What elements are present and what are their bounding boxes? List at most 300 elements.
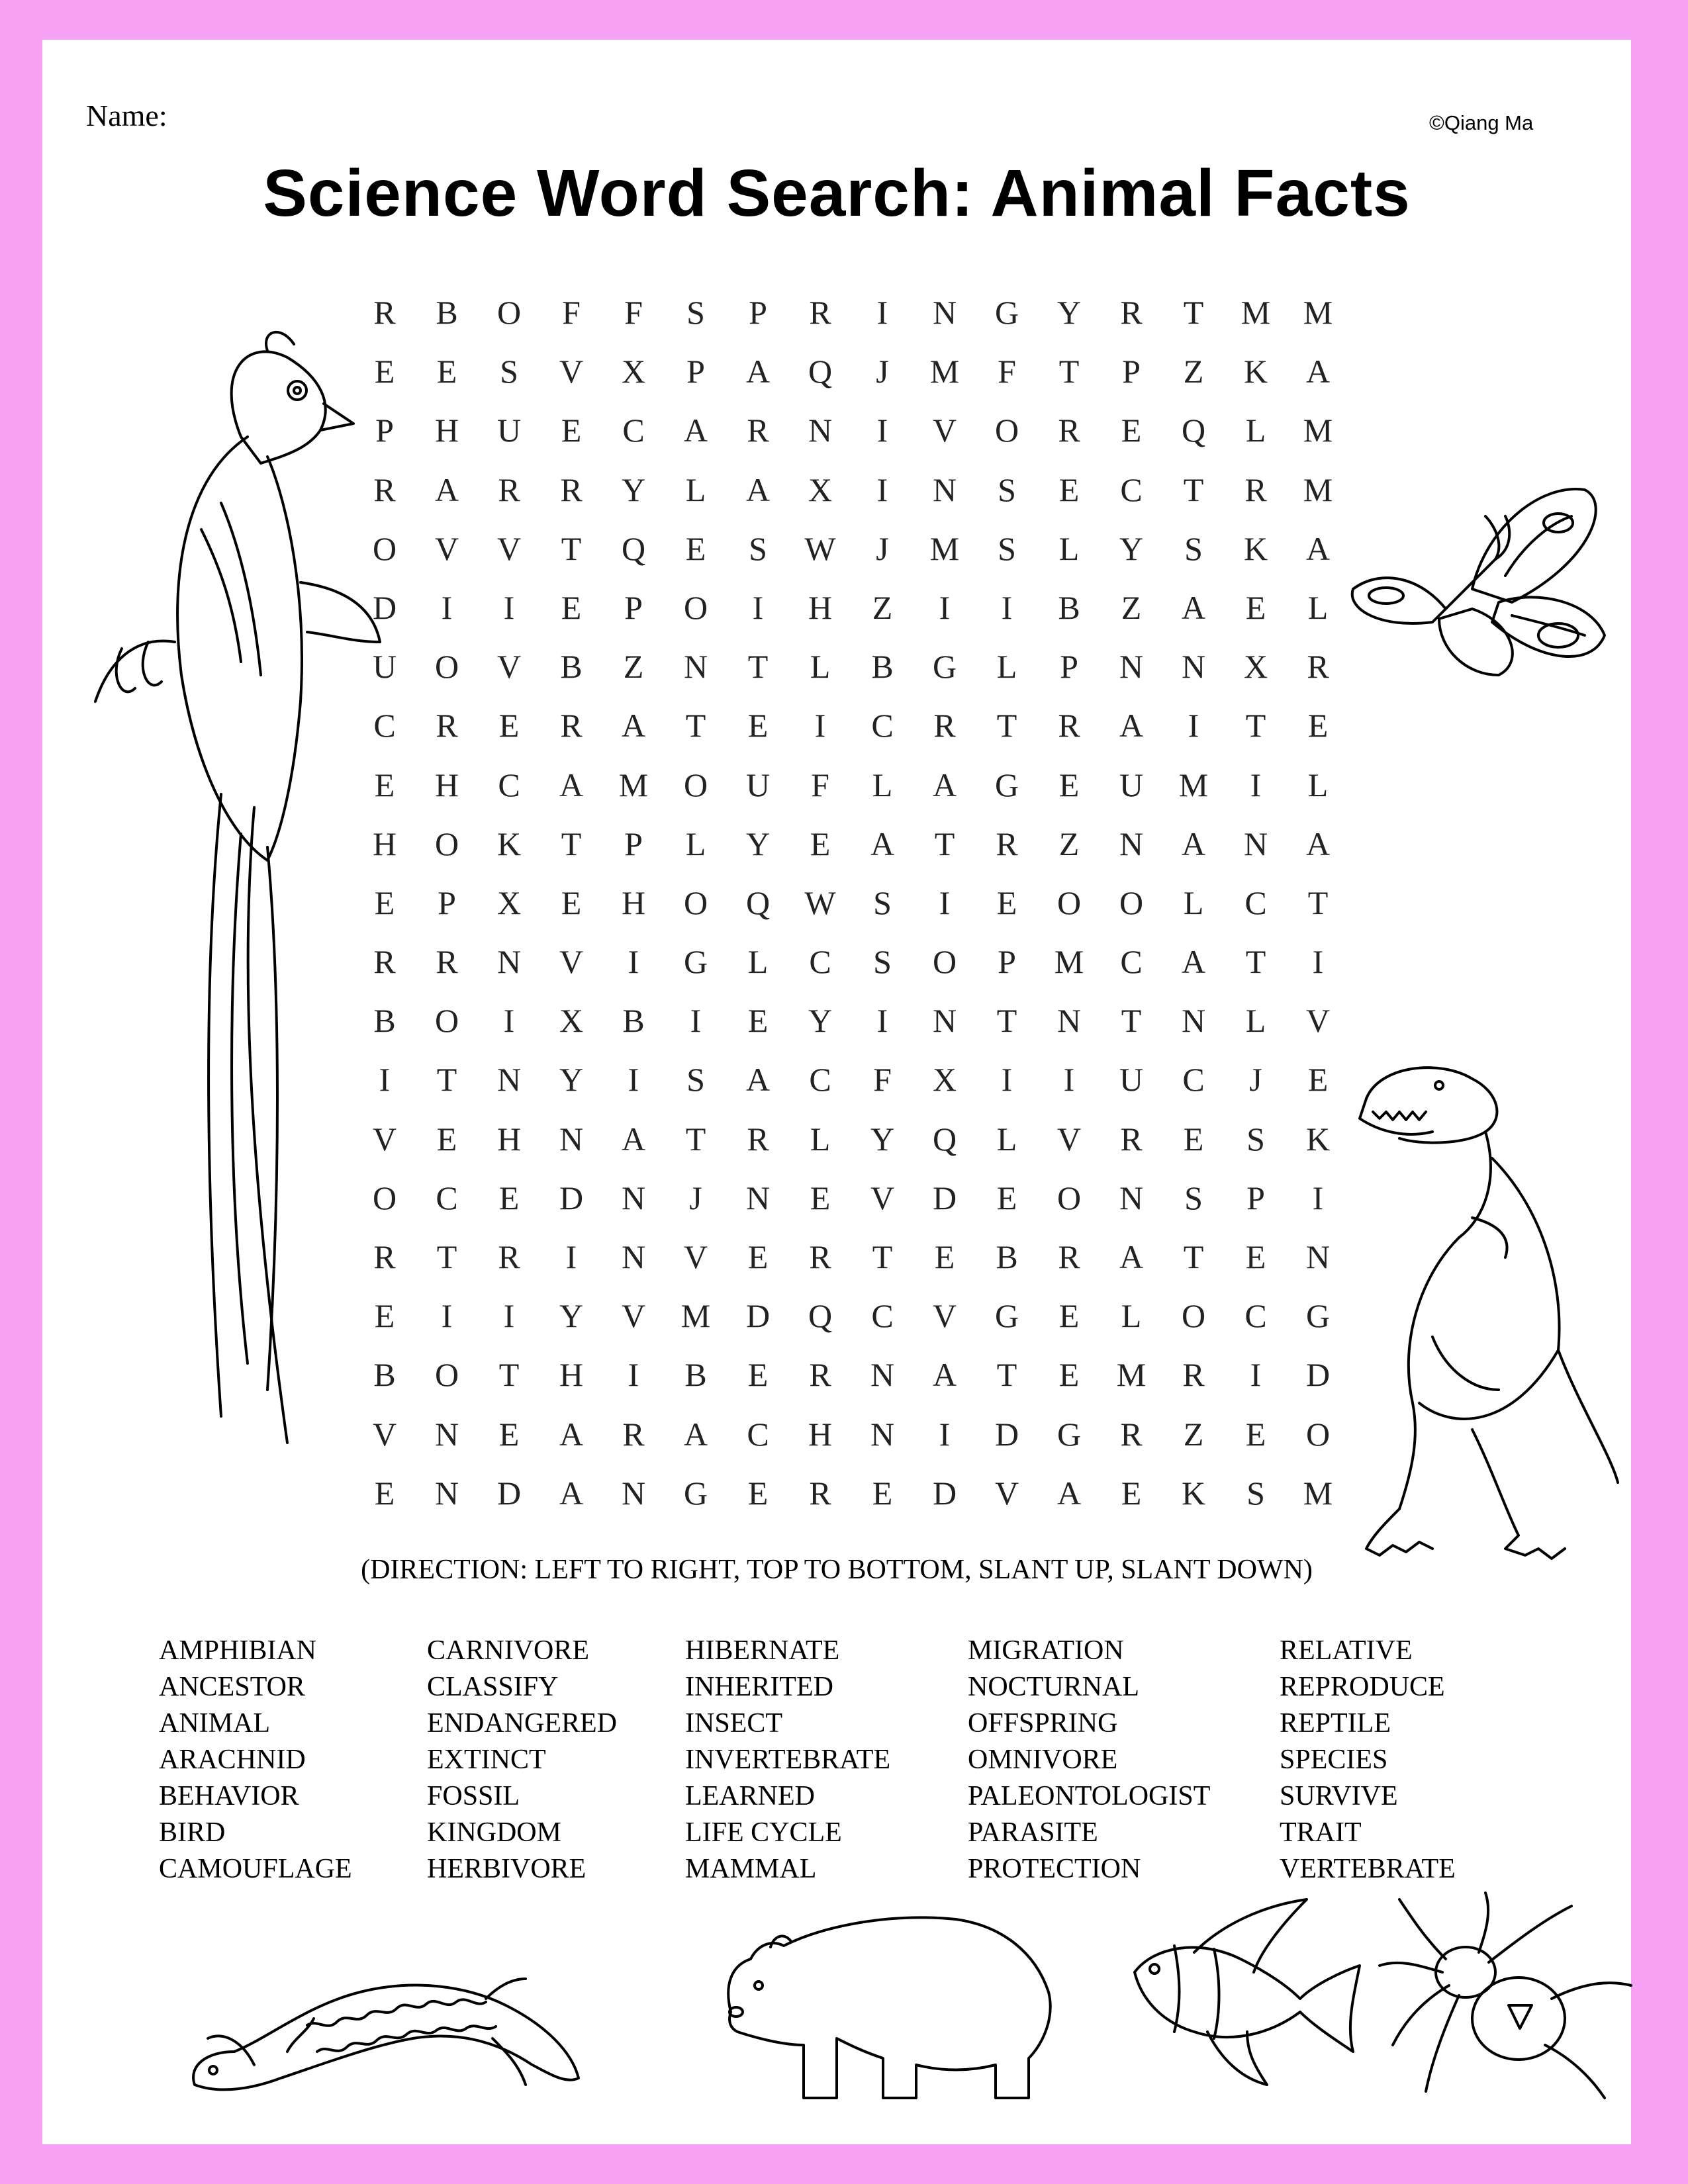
grid-letter: B xyxy=(436,294,458,331)
grid-letter: E xyxy=(561,884,582,921)
grid-letter: V xyxy=(1305,1002,1331,1040)
grid-letter: I xyxy=(939,1415,951,1453)
grid-letter: E xyxy=(498,707,520,745)
grid-letter: A xyxy=(559,1474,584,1512)
grid-letter: N xyxy=(1056,1002,1082,1040)
grid-letter: T xyxy=(561,529,582,567)
grid-letter: R xyxy=(1244,471,1267,508)
grid-letter: E xyxy=(747,1002,769,1040)
grid-letter: D xyxy=(994,1415,1019,1453)
grid-letter: R xyxy=(373,1238,396,1275)
grid-letter: E xyxy=(1058,471,1080,508)
grid-letter: V xyxy=(496,529,522,567)
grid-letter: E xyxy=(996,884,1017,921)
grid-letter: R xyxy=(1058,707,1080,745)
grid-letter: M xyxy=(1116,1356,1147,1394)
grid-letter: H xyxy=(434,412,459,449)
grid-letter: X xyxy=(496,884,522,921)
grid-letter: A xyxy=(1305,825,1331,862)
grid-letter: I xyxy=(690,1002,702,1040)
grid-letter: T xyxy=(747,648,769,686)
grid-letter: I xyxy=(565,1238,577,1275)
grid-letter: Q xyxy=(932,1120,957,1158)
grid-letter: F xyxy=(562,294,581,331)
word-bank-column-3 xyxy=(685,1633,890,1888)
grid-letter: F xyxy=(811,766,829,803)
grid-letter: D xyxy=(932,1474,957,1512)
grid-letter: N xyxy=(434,1415,459,1453)
grid-letter: E xyxy=(1245,1238,1266,1275)
grid-letter: N xyxy=(932,471,957,508)
word-bank-item: CARNIVORE xyxy=(427,1635,590,1666)
grid-letter: P xyxy=(1122,353,1141,390)
grid-letter: B xyxy=(871,648,894,686)
grid-letter: H xyxy=(808,588,833,626)
grid-letter: N xyxy=(559,1120,584,1158)
grid-letter: C xyxy=(373,707,396,745)
grid-letter: R xyxy=(1307,648,1329,686)
grid-letter: P xyxy=(749,294,767,331)
grid-letter: F xyxy=(873,1061,892,1099)
word-bank-item: INSECT xyxy=(685,1708,782,1739)
grid-letter: V xyxy=(932,1297,957,1335)
word-bank-item: VERTEBRATE xyxy=(1280,1854,1456,1884)
grid-letter: N xyxy=(808,412,833,449)
word-bank-item: MAMMAL xyxy=(685,1854,817,1884)
grid-letter: A xyxy=(1056,1474,1082,1512)
grid-letter: E xyxy=(1058,1356,1080,1394)
grid-letter: E xyxy=(1121,412,1142,449)
grid-letter: M xyxy=(1054,943,1084,981)
grid-letter: N xyxy=(683,648,708,686)
grid-letter: D xyxy=(496,1474,522,1512)
grid-letter: E xyxy=(1121,1474,1142,1512)
grid-letter: K xyxy=(1305,1120,1331,1158)
grid-letter: I xyxy=(939,588,951,626)
grid-letter: T xyxy=(1183,294,1204,331)
grid-letter: A xyxy=(621,707,646,745)
grid-letter: V xyxy=(559,943,584,981)
grid-letter: O xyxy=(932,943,957,981)
grid-letter: R xyxy=(1058,412,1080,449)
grid-letter: M xyxy=(1303,1474,1333,1512)
grid-letter: X xyxy=(932,1061,957,1099)
grid-letter: O xyxy=(1181,1297,1206,1335)
grid-letter: T xyxy=(561,825,582,862)
grid-letter: T xyxy=(436,1061,457,1099)
grid-letter: I xyxy=(1250,766,1262,803)
grid-letter: N xyxy=(745,1179,771,1216)
grid-letter: O xyxy=(683,766,708,803)
grid-letter: J xyxy=(876,353,889,390)
angelfish-illustration xyxy=(1128,1899,1373,2085)
page-title: Science Word Search: Animal Facts xyxy=(263,156,1411,230)
grid-letter: A xyxy=(683,412,708,449)
grid-letter: Z xyxy=(623,648,644,686)
direction-note: (DIRECTION: LEFT TO RIGHT, TOP TO BOTTOM, SLANT UP, SLANT DOWN) xyxy=(361,1555,1313,1585)
grid-letter: I xyxy=(1250,1356,1262,1394)
grid-letter: S xyxy=(873,943,892,981)
grid-letter: Q xyxy=(808,353,833,390)
quetzal-bird-illustration xyxy=(69,331,387,1456)
name-label: Name: xyxy=(86,99,167,132)
word-bank-item: SURVIVE xyxy=(1280,1781,1398,1811)
grid-letter: O xyxy=(683,588,708,626)
grid-letter: J xyxy=(689,1179,702,1216)
grid-letter: O xyxy=(683,884,708,921)
grid-letter: T xyxy=(1307,884,1329,921)
grid-letter: L xyxy=(685,471,706,508)
grid-letter: R xyxy=(622,1415,645,1453)
grid-letter: K xyxy=(1243,529,1268,567)
word-bank-item: ANIMAL xyxy=(159,1708,270,1739)
grid-letter: E xyxy=(561,412,582,449)
grid-letter: G xyxy=(932,648,957,686)
grid-letter: C xyxy=(809,1061,831,1099)
grid-letter: L xyxy=(1307,766,1329,803)
grid-letter: T xyxy=(1245,707,1266,745)
word-bank-item: OFFSPRING xyxy=(968,1708,1118,1739)
grid-letter: S xyxy=(500,353,518,390)
grid-letter: L xyxy=(1307,588,1329,626)
grid-letter: C xyxy=(1120,471,1143,508)
grid-letter: Y xyxy=(808,1002,833,1040)
grid-letter: R xyxy=(436,707,458,745)
grid-letter: N xyxy=(1181,1002,1206,1040)
grid-letter: E xyxy=(374,1297,395,1335)
grid-letter: I xyxy=(503,1297,515,1335)
grid-letter: O xyxy=(994,412,1019,449)
grid-letter: V xyxy=(496,648,522,686)
grid-letter: E xyxy=(996,1179,1017,1216)
grid-letter: B xyxy=(373,1356,396,1394)
grid-letter: R xyxy=(1120,294,1143,331)
grid-letter: V xyxy=(621,1297,646,1335)
grid-letter: A xyxy=(683,1415,708,1453)
grid-letter: N xyxy=(496,943,522,981)
grid-letter: S xyxy=(1246,1474,1265,1512)
grid-letter: V xyxy=(372,1120,397,1158)
grid-letter: D xyxy=(372,588,397,626)
grid-letter: E xyxy=(810,825,831,862)
grid-letter: A xyxy=(559,766,584,803)
grid-letter: E xyxy=(1183,1120,1204,1158)
grid-letter: I xyxy=(441,588,453,626)
grid-letter: M xyxy=(618,766,649,803)
grid-letter: A xyxy=(621,1120,646,1158)
grid-letter: S xyxy=(1184,1179,1203,1216)
grid-letter: T xyxy=(1121,1002,1142,1040)
grid-letter: B xyxy=(373,1002,396,1040)
grid-letter: K xyxy=(496,825,522,862)
grid-letter: R xyxy=(1182,1356,1205,1394)
grid-letter: R xyxy=(809,1356,831,1394)
grid-letter: P xyxy=(686,353,705,390)
word-bank-item: CAMOUFLAGE xyxy=(159,1854,352,1884)
grid-letter: I xyxy=(876,471,888,508)
word-bank-column-2 xyxy=(427,1633,617,1888)
grid-letter: U xyxy=(1119,766,1144,803)
grid-letter: V xyxy=(870,1179,895,1216)
grid-letter: S xyxy=(998,529,1016,567)
grid-letter: E xyxy=(747,1356,769,1394)
grid-letter: M xyxy=(1178,766,1209,803)
word-bank-item: NOCTURNAL xyxy=(968,1672,1139,1702)
grid-letter: Q xyxy=(745,884,771,921)
grid-letter: E xyxy=(747,1238,769,1275)
grid-letter: T xyxy=(685,1120,706,1158)
grid-letter: T xyxy=(996,1356,1017,1394)
grid-letter: R xyxy=(436,943,458,981)
grid-letter: O xyxy=(1056,884,1082,921)
grid-letter: S xyxy=(873,884,892,921)
grid-letter: X xyxy=(1243,648,1268,686)
grid-letter: R xyxy=(1120,1415,1143,1453)
grid-letter: I xyxy=(628,1356,639,1394)
grid-letter: T xyxy=(996,1002,1017,1040)
grid-letter: A xyxy=(1181,825,1206,862)
grid-letter: O xyxy=(372,529,397,567)
word-bank-item: EXTINCT xyxy=(427,1745,546,1775)
grid-letter: O xyxy=(1119,884,1144,921)
grid-letter: V xyxy=(1056,1120,1082,1158)
grid-letter: C xyxy=(1244,884,1267,921)
grid-letter: R xyxy=(996,825,1018,862)
grid-letter: O xyxy=(434,1002,459,1040)
grid-letter: A xyxy=(1119,707,1144,745)
grid-letter: R xyxy=(809,294,831,331)
word-bank-column-4 xyxy=(968,1633,1210,1888)
grid-letter: S xyxy=(686,294,705,331)
grid-letter: C xyxy=(1244,1297,1267,1335)
polar-bear-illustration xyxy=(718,1899,1062,2111)
grid-letter: R xyxy=(373,943,396,981)
grid-letter: E xyxy=(872,1474,893,1512)
grid-letter: T xyxy=(685,707,706,745)
grid-letter: A xyxy=(434,471,459,508)
grid-letter: D xyxy=(559,1179,584,1216)
grid-letter: L xyxy=(996,1120,1017,1158)
grid-letter: I xyxy=(876,294,888,331)
grid-letter: N xyxy=(1305,1238,1331,1275)
grid-letter: M xyxy=(1241,294,1271,331)
grid-letter: X xyxy=(621,353,646,390)
grid-letter: C xyxy=(436,1179,458,1216)
grid-letter: W xyxy=(804,884,836,921)
grid-letter: R xyxy=(809,1474,831,1512)
grid-letter: V xyxy=(434,529,459,567)
grid-letter: V xyxy=(683,1238,708,1275)
grid-letter: A xyxy=(745,353,771,390)
grid-letter: L xyxy=(1121,1297,1142,1335)
grid-letter: B xyxy=(684,1356,707,1394)
word-bank-item: ANCESTOR xyxy=(159,1672,305,1702)
spider-illustration xyxy=(1373,1886,1638,2105)
word-bank-item: OMNIVORE xyxy=(968,1745,1118,1775)
grid-letter: V xyxy=(932,412,957,449)
word-bank-item: BIRD xyxy=(159,1817,226,1848)
grid-letter: G xyxy=(683,1474,708,1512)
grid-letter: Y xyxy=(870,1120,895,1158)
grid-letter: I xyxy=(814,707,826,745)
grid-letter: I xyxy=(1001,588,1013,626)
grid-letter: T xyxy=(872,1238,893,1275)
copyright-text: ©Qiang Ma xyxy=(1429,111,1534,134)
grid-letter: T xyxy=(996,707,1017,745)
grid-letter: Y xyxy=(745,825,771,862)
grid-letter: R xyxy=(373,294,396,331)
word-bank-item: PARASITE xyxy=(968,1817,1098,1848)
grid-letter: L xyxy=(996,648,1017,686)
grid-letter: C xyxy=(622,412,645,449)
grid-letter: T xyxy=(436,1238,457,1275)
word-bank-item: TRAIT xyxy=(1280,1817,1362,1848)
grid-letter: N xyxy=(870,1415,895,1453)
grid-letter: I xyxy=(1312,943,1324,981)
grid-letter: I xyxy=(876,412,888,449)
grid-letter: E xyxy=(498,1415,520,1453)
grid-letter: L xyxy=(810,648,831,686)
grid-letter: T xyxy=(1183,471,1204,508)
grid-letter: Y xyxy=(559,1061,584,1099)
grid-letter: O xyxy=(434,1356,459,1394)
grid-letter: L xyxy=(872,766,893,803)
grid-letter: F xyxy=(624,294,643,331)
word-bank-item: ARACHNID xyxy=(159,1745,306,1775)
grid-letter: S xyxy=(1246,1120,1265,1158)
grid-letter: A xyxy=(1181,943,1206,981)
grid-letter: U xyxy=(1119,1061,1144,1099)
grid-letter: U xyxy=(496,412,522,449)
grid-letter: E xyxy=(436,1120,457,1158)
grid-letter: I xyxy=(441,1297,453,1335)
grid-letter: O xyxy=(434,648,459,686)
grid-letter: D xyxy=(1305,1356,1331,1394)
grid-letter: R xyxy=(1120,1120,1143,1158)
grid-letter: X xyxy=(808,471,833,508)
grid-letter: K xyxy=(1243,353,1268,390)
lizard-illustration xyxy=(175,1952,585,2105)
grid-letter: R xyxy=(498,471,520,508)
butterfly-illustration xyxy=(1340,477,1611,688)
grid-letter: T xyxy=(1245,943,1266,981)
grid-letter: R xyxy=(373,471,396,508)
grid-letter: I xyxy=(503,588,515,626)
grid-letter: A xyxy=(559,1415,584,1453)
grid-letter: E xyxy=(1058,766,1080,803)
word-bank-item: INVERTEBRATE xyxy=(685,1745,891,1775)
grid-letter: C xyxy=(871,707,894,745)
grid-letter: L xyxy=(1183,884,1204,921)
grid-letter: T xyxy=(1183,1238,1204,1275)
word-bank-item: RELATIVE xyxy=(1280,1635,1413,1666)
grid-letter: T xyxy=(498,1356,520,1394)
grid-letter: A xyxy=(932,1356,957,1394)
grid-letter: Z xyxy=(1183,353,1204,390)
grid-letter: G xyxy=(1305,1297,1331,1335)
grid-letter: A xyxy=(1305,353,1331,390)
grid-letter: I xyxy=(503,1002,515,1040)
grid-letter: A xyxy=(932,766,957,803)
grid-letter: R xyxy=(747,1120,769,1158)
grid-letter: N xyxy=(621,1238,646,1275)
grid-letter: A xyxy=(1181,588,1206,626)
word-bank-item: MIGRATION xyxy=(968,1635,1124,1666)
grid-letter: P xyxy=(998,943,1016,981)
grid-letter: O xyxy=(434,825,459,862)
grid-letter: R xyxy=(809,1238,831,1275)
grid-letter: L xyxy=(1058,529,1080,567)
grid-letter: I xyxy=(1312,1179,1324,1216)
grid-letter: T xyxy=(934,825,955,862)
letter-grid xyxy=(353,283,1349,1523)
word-bank-item: INHERITED xyxy=(685,1672,833,1702)
grid-letter: R xyxy=(560,471,583,508)
grid-letter: I xyxy=(1188,707,1199,745)
grid-letter: R xyxy=(747,412,769,449)
grid-letter: B xyxy=(996,1238,1018,1275)
grid-letter: K xyxy=(1181,1474,1206,1512)
grid-letter: E xyxy=(747,707,769,745)
grid-letter: I xyxy=(876,1002,888,1040)
grid-letter: A xyxy=(745,471,771,508)
grid-letter: H xyxy=(434,766,459,803)
grid-letter: D xyxy=(745,1297,771,1335)
word-bank-item: LIFE CYCLE xyxy=(685,1817,842,1848)
grid-letter: Y xyxy=(1056,294,1082,331)
grid-letter: A xyxy=(1119,1238,1144,1275)
grid-letter: A xyxy=(870,825,895,862)
grid-letter: Q xyxy=(621,529,646,567)
grid-letter: N xyxy=(870,1356,895,1394)
grid-letter: B xyxy=(560,648,583,686)
word-bank-item: SPECIES xyxy=(1280,1745,1388,1775)
grid-letter: N xyxy=(1119,1179,1144,1216)
grid-letter: N xyxy=(1119,825,1144,862)
grid-letter: P xyxy=(624,825,643,862)
grid-letter: M xyxy=(1303,412,1333,449)
grid-letter: P xyxy=(375,412,394,449)
grid-letter: M xyxy=(1303,471,1333,508)
word-bank-item: PROTECTION xyxy=(968,1854,1141,1884)
word-bank-item: PALEONTOLOGIST xyxy=(968,1781,1211,1811)
grid-letter: I xyxy=(1001,1061,1013,1099)
grid-letter: L xyxy=(747,943,769,981)
grid-letter: V xyxy=(994,1474,1019,1512)
grid-letter: L xyxy=(810,1120,831,1158)
grid-letter: R xyxy=(933,707,956,745)
grid-letter: J xyxy=(1249,1061,1262,1099)
grid-letter: N xyxy=(1119,648,1144,686)
grid-letter: E xyxy=(436,353,457,390)
grid-letter: E xyxy=(1307,707,1329,745)
word-bank-column-5 xyxy=(1280,1633,1456,1888)
grid-letter: N xyxy=(932,294,957,331)
word-bank-item: REPRODUCE xyxy=(1280,1672,1445,1702)
grid-letter: E xyxy=(1307,1061,1329,1099)
grid-letter: O xyxy=(1056,1179,1082,1216)
grid-letter: H xyxy=(559,1356,584,1394)
grid-letter: H xyxy=(372,825,397,862)
grid-letter: R xyxy=(498,1238,520,1275)
grid-letter: N xyxy=(621,1179,646,1216)
grid-letter: G xyxy=(994,766,1019,803)
grid-letter: O xyxy=(1305,1415,1331,1453)
grid-letter: N xyxy=(1181,648,1206,686)
grid-letter: S xyxy=(749,529,767,567)
grid-letter: C xyxy=(809,943,831,981)
grid-letter: B xyxy=(622,1002,645,1040)
